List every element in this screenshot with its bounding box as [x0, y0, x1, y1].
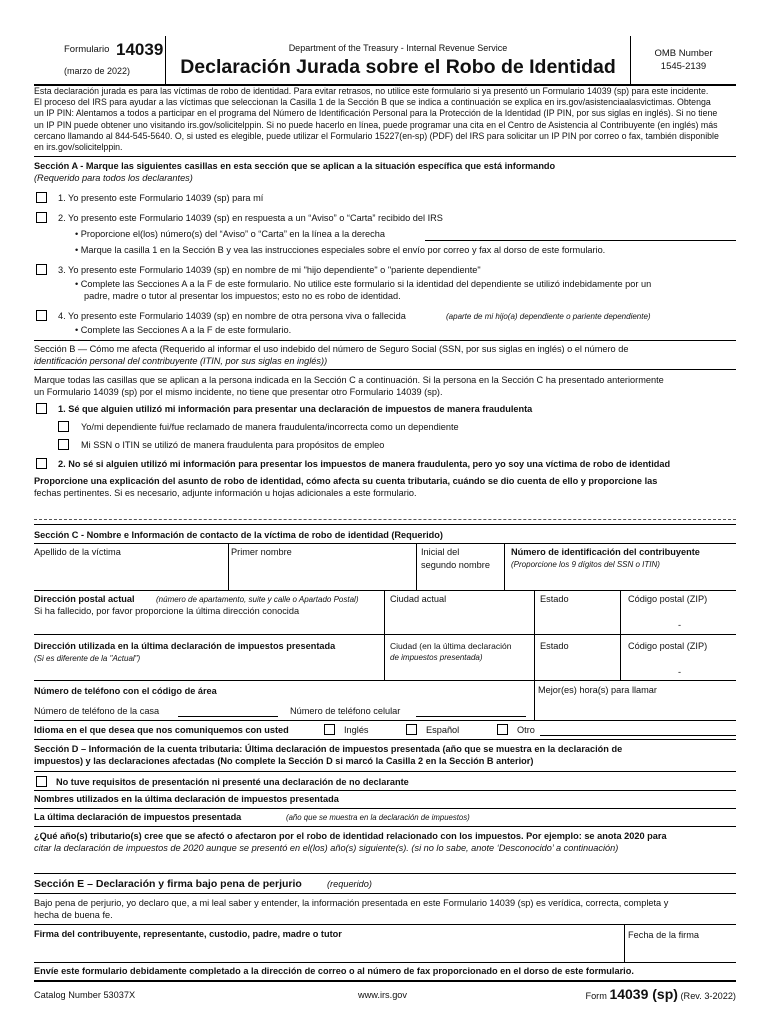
footer-form-code: 14039 (sp) — [609, 986, 678, 1002]
footer-revision: (Rev. 3-2022) — [680, 991, 736, 1001]
last-return-address-note: (Si es diferente de la "Actual") — [34, 654, 141, 663]
last-return-year-field[interactable] — [34, 808, 736, 826]
footer-form-word: Form — [585, 991, 607, 1001]
section-a-item-4-bullet-1: • Complete las Secciones A a la F de este formulario. — [75, 325, 292, 335]
section-a-title: Sección A - Marque las siguientes casillas en esta sección que se aplican a la situación específica que está informando — [34, 161, 556, 171]
first-name-label: Primer nombre — [231, 547, 292, 557]
last-return-state-label: Estado — [540, 641, 569, 651]
section-b-checkbox-2[interactable] — [36, 458, 47, 469]
language-spanish-checkbox[interactable] — [406, 724, 417, 735]
last-return-city-label: Ciudad (en la última declaración — [390, 641, 512, 651]
catalog-number: Catalog Number 53037X — [34, 990, 136, 1000]
middle-initial-label: Inicial del — [421, 547, 460, 557]
intro-line: en irs.gov/solicitelppin. — [34, 142, 123, 153]
affected-years-field[interactable] — [34, 856, 736, 872]
section-a-item-3-bullet-1-cont: padre, madre o tutor al presentar los impuestos; esto no es robo de identidad. — [84, 291, 401, 301]
section-a-item-4: 4. Yo presento este Formulario 14039 (sp) en nombre de otra persona viva o fallecida — [58, 311, 406, 321]
section-divider — [34, 739, 736, 740]
language-english-label: Inglés — [344, 725, 369, 735]
notice-number-field[interactable] — [425, 240, 736, 241]
last-return-year-label: La última declaración de impuestos presentada — [34, 812, 242, 822]
signature-date-field[interactable] — [624, 924, 736, 962]
section-b-explanation-cont: fechas pertinentes. Si es necesario, adjunte información u hojas adicionales a este formulario. — [34, 488, 417, 498]
current-city-field[interactable] — [384, 590, 534, 634]
last-name-label: Apellido de la víctima — [34, 547, 121, 557]
section-divider — [34, 873, 736, 874]
language-other-field[interactable] — [540, 735, 736, 736]
tin-note: (Proporcione los 9 dígitos del SSN o ITIN) — [511, 560, 660, 569]
perjury-statement: Bajo pena de perjurio, yo declaro que, a mi leal saber y entender, la información presentada en este Formulario 14039 (sp) es verídica, correcta, completa y — [34, 898, 669, 908]
affected-years-label: ¿Qué año(s) tributario(s) cree que se afectó o afectaron por el robo de identidad relacionado con los impuestos. Por ejemplo: se anota 2020 para — [34, 831, 667, 841]
section-a-checkbox-3[interactable] — [36, 264, 47, 275]
phone-label: Número de teléfono con el código de área — [34, 686, 217, 696]
section-e-title-note: (requerido) — [327, 879, 372, 889]
section-divider — [34, 771, 736, 772]
section-divider — [34, 340, 736, 341]
omb-label: OMB Number — [654, 48, 713, 59]
last-return-year-note: (año que se muestra en la declaración de impuestos) — [286, 813, 470, 822]
section-divider — [34, 369, 736, 370]
department: Department of the Treasury - Internal Revenue Service — [288, 43, 508, 53]
section-e-title: Sección E – Declaración y firma bajo pena de perjurio — [34, 878, 302, 890]
language-spanish-label: Español — [426, 725, 460, 735]
section-b-item-2: 2. No sé si alguien utilizó mi información para presentar los impuestos de manera fraudulenta, pero yo soy una víctima de robo de identidad — [58, 459, 671, 469]
language-other-checkbox[interactable] — [497, 724, 508, 735]
form-number: 14039 — [116, 40, 164, 59]
section-b-checkbox-1b[interactable] — [58, 439, 69, 450]
first-name-field[interactable] — [228, 543, 416, 590]
omb-number: 1545-2139 — [660, 61, 707, 72]
section-b-checkbox-1[interactable] — [36, 403, 47, 414]
intro-paragraph — [34, 86, 736, 153]
section-b-checkbox-1a[interactable] — [58, 421, 69, 432]
middle-initial-label-cont: segundo nombre — [421, 560, 490, 570]
current-address-field[interactable] — [34, 590, 384, 634]
last-return-address-label: Dirección utilizada en la última declaración de impuestos presentada — [34, 641, 336, 651]
names-used-field[interactable] — [34, 790, 736, 808]
explanation-field[interactable] — [34, 505, 736, 523]
home-phone-field[interactable] — [178, 716, 278, 717]
section-b-item-1b: Mi SSN o ITIN se utilizó de manera fraudulenta para propósitos de empleo — [81, 440, 385, 450]
cell-phone-field[interactable] — [416, 716, 526, 717]
section-b-explanation: Proporcione una explicación del asunto de robo de identidad, cómo afecta su cuenta tributaria, cuándo se dio cuenta de ello y proporcione las — [34, 476, 658, 486]
section-a-checkbox-4[interactable] — [36, 310, 47, 321]
section-b-intro-cont: un Formulario 14039 (sp) por el mismo incidente, no tiene que presentar otro Formulario 14039 (sp). — [34, 387, 443, 397]
section-a-item-2-bullet-2: • Marque la casilla 1 en la Sección B y vea las instrucciones especiales sobre el envío por correo y fax al dorso de este formulario. — [75, 245, 606, 255]
omb-box — [630, 36, 736, 84]
row-divider — [34, 720, 736, 721]
current-zip-label: Código postal (ZIP) — [628, 594, 708, 604]
section-a-item-3-bullet-1: • Complete las Secciones A a la F de este formulario. No utilice este formulario si la identidad del dependiente se utilizó indebidamente por un — [75, 279, 652, 289]
last-return-zip-field[interactable] — [620, 634, 736, 680]
section-a-item-1: 1. Yo presento este Formulario 14039 (sp) para mí — [58, 193, 264, 203]
best-time-field[interactable] — [534, 680, 736, 720]
section-b-item-1: 1. Sé que alguien utilizó mi información para presentar una declaración de impuestos de manera fraudulenta — [58, 404, 533, 414]
best-time-label: Mejor(es) hora(s) para llamar — [538, 685, 657, 695]
mailing-instructions: Envíe este formulario debidamente completado a la dirección de correo o al número de fax proporcionado en el dorso de este formulario. — [34, 966, 634, 976]
current-zip-field[interactable] — [620, 590, 736, 634]
language-english-checkbox[interactable] — [324, 724, 335, 735]
last-name-field[interactable] — [34, 543, 228, 590]
row-divider — [34, 826, 736, 827]
current-address-note: (número de apartamento, suite y calle o Apartado Postal) — [156, 595, 359, 604]
page-title: Declaración Jurada sobre el Robo de Identidad — [180, 56, 616, 78]
intro-line: Esta declaración jurada es para las víctimas de robo de identidad. Para evitar retrasos, no utilice este formulario si ya presentó un Formulario 14039 (sp) para este incidente. — [34, 86, 709, 96]
last-return-city-field[interactable] — [384, 634, 534, 680]
section-divider — [34, 893, 736, 894]
last-return-address-field[interactable] — [34, 634, 384, 680]
section-a-item-4-note: (aparte de mi hijo(a) dependiente o pariente dependiente) — [446, 312, 651, 321]
section-a-checkbox-1[interactable] — [36, 192, 47, 203]
cell-phone-label: Número de teléfono celular — [290, 706, 401, 716]
no-filing-requirement-label: No tuve requisitos de presentación ni presenté una declaración de no declarante — [56, 777, 409, 787]
form-title-box — [166, 36, 630, 84]
language-label: Idioma en el que desea que nos comuniquemos con usted — [34, 725, 289, 735]
section-a-checkbox-2[interactable] — [36, 212, 47, 223]
current-state-label: Estado — [540, 594, 569, 604]
zip-dash: - — [678, 667, 682, 677]
section-a-item-2-bullet-1: • Proporcione el(los) número(s) del “Aviso” o “Carta” en la línea a la derecha — [75, 229, 385, 239]
section-a-item-3: 3. Yo presento este Formulario 14039 (sp) en nombre de mi "hijo dependiente" o "pariente dependiente" — [58, 265, 481, 275]
signature-label: Firma del contribuyente, representante, custodio, padre, madre o tutor — [34, 929, 342, 939]
tin-label: Número de identificación del contribuyente — [511, 547, 700, 557]
form-date: (marzo de 2022) — [64, 66, 131, 76]
form-id-box — [34, 36, 166, 84]
intro-line: un IP PIN puede obtener uno visitando irs.gov/solicitelppin. Si no puede hacerlo en línea, puede programar una cita en el Centro de Asistencia al Contribuyente (en inglés) más — [34, 119, 718, 130]
current-state-field[interactable] — [534, 590, 620, 634]
form-footer-id — [585, 986, 736, 1002]
section-d-title-cont: impuestos) y las declaraciones afectadas (No complete la Sección D si marcó la Casilla 2 en la Sección B anterior) — [34, 756, 534, 766]
irs-website: www.irs.gov — [358, 990, 408, 1000]
tin-field[interactable] — [504, 543, 736, 590]
language-other-label: Otro — [517, 725, 535, 735]
deceased-address-note: Si ha fallecido, por favor proporcione la última dirección conocida — [34, 606, 300, 616]
last-return-city-label-cont: de impuestos presentada) — [390, 653, 483, 662]
signature-date-label: Fecha de la firma — [628, 930, 699, 940]
current-address-label: Dirección postal actual — [34, 594, 135, 604]
section-b-intro: Marque todas las casillas que se aplican a la persona indicada en la Sección C a continuación. Si la persona en la Sección C ha presentado anteriormente — [34, 375, 664, 385]
no-filing-requirement-checkbox[interactable] — [36, 776, 47, 787]
home-phone-label: Número de teléfono de la casa — [34, 706, 160, 716]
section-a-subtitle: (Requerido para todos los declarantes) — [34, 173, 193, 183]
section-d-title: Sección D – Información de la cuenta tributaria: Última declaración de impuestos presentada (año que se muestra en la declaración de — [34, 744, 623, 754]
perjury-statement-cont: hecha de buena fe. — [34, 910, 113, 920]
form-word: Formulario — [64, 44, 110, 55]
last-return-zip-label: Código postal (ZIP) — [628, 641, 708, 651]
middle-initial-field[interactable] — [416, 543, 504, 590]
row-divider — [34, 962, 736, 963]
zip-dash: - — [678, 620, 682, 630]
section-a-item-2: 2. Yo presento este Formulario 14039 (sp) en respuesta a un “Aviso” o “Carta” recibido del IRS — [58, 213, 443, 223]
section-divider — [34, 156, 736, 157]
current-city-label: Ciudad actual — [390, 594, 447, 604]
intro-line: un IP PIN: Alentamos a todos a participar en el programa del Número de Identificación Personal para la Protección de la Identidad (IP PIN, por sus siglas en inglés). Si no tiene — [34, 108, 718, 119]
names-used-label: Nombres utilizados en la última declaración de impuestos presentada — [34, 794, 339, 804]
last-return-state-field[interactable] — [534, 634, 620, 680]
section-b-title-cont: identificación personal del contribuyente (ITIN, por sus siglas en inglés)) — [34, 356, 328, 366]
section-divider — [34, 524, 736, 525]
section-c-title: Sección C - Nombre e Información de contacto de la víctima de robo de identidad (Requerido) — [34, 530, 443, 540]
signature-field[interactable] — [34, 924, 624, 962]
explanation-line — [34, 519, 736, 520]
section-b-item-1a: Yo/mi dependiente fui/fue reclamado de manera fraudulenta/incorrecta como un dependiente — [81, 422, 459, 432]
section-b-title: Sección B — Cómo me afecta (Requerido al informar el uso indebido del número de Seguro Social (SSN, por sus siglas en inglés) o el número de — [34, 344, 629, 354]
footer-divider — [34, 980, 736, 982]
affected-years-label-cont: citar la declaración de impuestos de 2020 aunque se presentó en el(los) año(s) siguiente(s). (si no lo sabe, anote ‘Desconocido’ a continuación) — [34, 843, 619, 853]
intro-line: cercano llamando al 844-545-5640. O, si usted es elegible, puede utilizar el Formulario 15227(en-sp) (PDF) del IRS para solicitar un IP PIN por correo o fax, también disponible — [34, 130, 719, 141]
intro-line: El proceso del IRS para ayudar a las víctimas que seleccionan la Casilla 1 de la Sección B que se indica a continuación se explica en irs.gov/asistenciaalasvictimas. Obtenga — [34, 97, 711, 108]
